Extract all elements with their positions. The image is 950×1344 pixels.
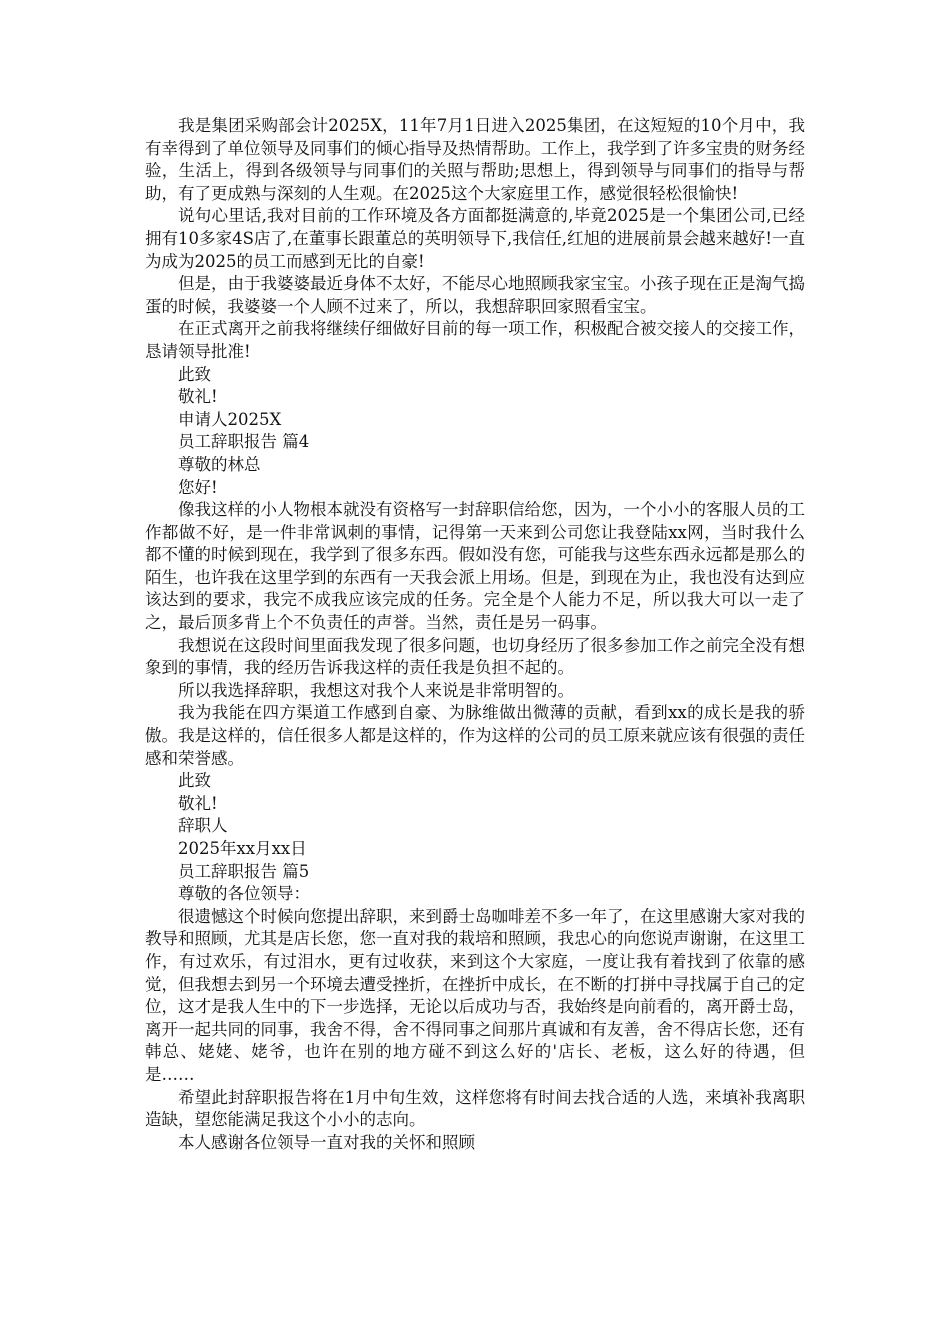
- paragraph-handover: 在正式离开之前我将继续仔细做好目前的每一项工作，积极配合被交接人的交接工作，恳请领导批准!: [145, 319, 805, 361]
- paragraph-4-body-1: 像我这样的小人物根本就没有资格写一封辞职信给您，因为，一个小小的客服人员的工作都做不好，是一件非常讽刺的事情，记得第一天来到公司您让我登陆xx网，当时我什么都不懂的时候到现在，我学到了很多东西。假如没有您，可能我与这些东西永远都是那么的陌生，也许我在这里学到的东西有一天我会派上用场。但是，到现在为止，我也没有达到应该达到的要求，我完不成我应该完成的任务。完全是个人能力不足，所以我大可以一走了之，最后顶多背上个不负责任的声誉。当然，责任是另一码事。: [145, 500, 805, 633]
- paragraph-4-body-4: 我为我能在四方渠道工作感到自豪、为脉维做出微薄的贡献，看到xx的成长是我的骄傲。我是这样的，信任很多人都是这样的，作为这样的公司的员工原来就应该有很强的责任感和荣誉感。: [145, 703, 805, 768]
- paragraph-4-body-3: 所以我选择辞职，我想这对我个人来说是非常明智的。: [178, 680, 574, 700]
- paragraph-5-body-3: 本人感谢各位领导一直对我的关怀和照顾: [178, 1132, 475, 1152]
- signature-applicant: 申请人2025X: [178, 409, 282, 429]
- salutation-5: 尊敬的各位领导：: [178, 884, 310, 904]
- paragraph-reason: 但是，由于我婆婆最近身体不太好，不能尽心地照顾我家宝宝。小孩子现在正是淘气捣蛋的时候，我婆婆一个人顾不过来了，所以，我想辞职回家照看宝宝。: [145, 274, 805, 316]
- greeting-4: 您好!: [178, 477, 218, 497]
- document-body: [145, 115, 805, 1154]
- signature-resigner-4: 辞职人: [178, 816, 228, 836]
- salutation-4: 尊敬的林总: [178, 454, 261, 474]
- section-title-4: 员工辞职报告 篇4: [178, 432, 310, 452]
- closing-cizhi: 此致: [178, 364, 211, 384]
- paragraph-5-body-1: 很遗憾这个时候向您提出辞职，来到爵士岛咖啡差不多一年了，在这里感谢大家对我的教导和照顾，尤其是店长您，您一直对我的栽培和照顾，我忠心的向您说声谢谢，在这里工作，有过欢乐，有过泪水，更有过收获，来到这个大家庭，一度让我有着找到了依靠的感觉，但我想去到另一个环境去遭受挫折，在挫折中成长，在不断的打拼中寻找属于自己的定位，这才是我人生中的下一步选择，无论以后成功与否，我始终是向前看的，离开爵士岛，离开一起共同的同事，我舍不得，舍不得同事之间那片真诚和有友善，舍不得店长您，还有韩总、姥姥、姥爷，也许在别的地方碰不到这么好的'店长、老板，这么好的待遇，但是……: [145, 906, 805, 1084]
- closing-jingli-4: 敬礼!: [178, 793, 218, 813]
- paragraph-4-body-2: 我想说在这段时间里面我发现了很多问题，也切身经历了很多参加工作之前完全没有想象到的事情，我的经历告诉我这样的责任我是负担不起的。: [145, 635, 805, 678]
- paragraph-5-body-2: 希望此封辞职报告将在1月中旬生效，这样您将有时间去找合适的人选，来填补我离职造缺，望您能满足我这个小小的志向。: [145, 1087, 805, 1130]
- closing-jingli: 敬礼!: [178, 387, 218, 407]
- paragraph-intro: 我是集团采购部会计2025X，11年7月1日进入2025集团，在这短短的10个月中，我有幸得到了单位领导及同事们的倾心指导及热情帮助。工作上，我学到了许多宝贵的财务经验，生活上，得到各级领导与同事们的关照与帮助;思想上，得到领导与同事们的指导与帮助，有了更成熟与深刻的人生观。在2025这个大家庭里工作，感觉很轻松很愉快!: [145, 116, 805, 203]
- section-title-5: 员工辞职报告 篇5: [178, 861, 310, 881]
- paragraph-satisfaction: 说句心里话,我对目前的工作环境及各方面都挺满意的,毕竟2025是一个集团公司,已经拥有10多家4S店了,在董事长跟董总的英明领导下,我信任,红旭的进展前景会越来越好!一直为成为2025的员工而感到无比的自豪!: [145, 206, 805, 271]
- closing-cizhi-4: 此致: [178, 771, 211, 791]
- signature-date-4: 2025年xx月xx日: [178, 839, 307, 858]
